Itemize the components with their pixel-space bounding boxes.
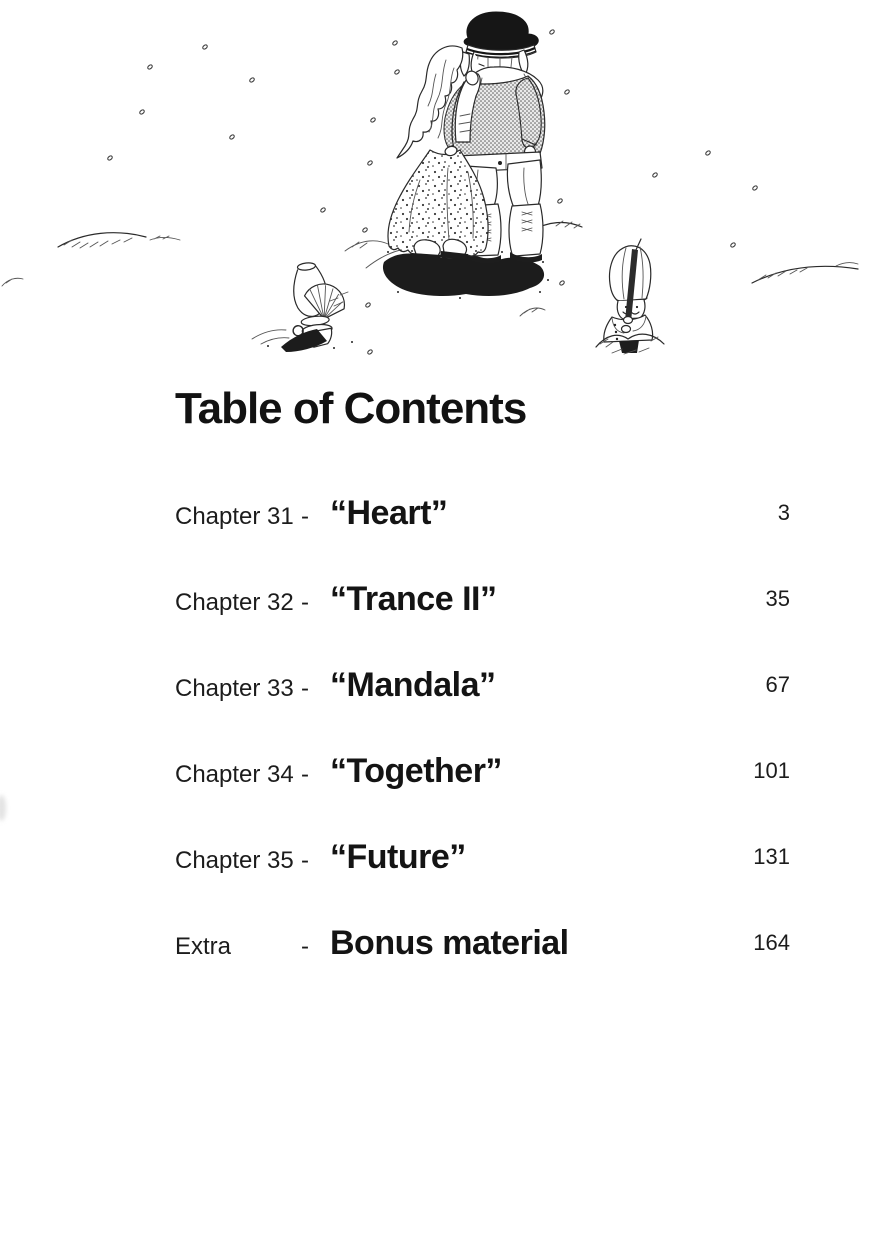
page-title: Table of Contents (175, 384, 527, 433)
chapter-label: Extra (175, 933, 232, 960)
boy-beret (464, 12, 538, 51)
chapter-title: Bonus material (330, 924, 569, 962)
toc-row-chapter-35 (175, 814, 790, 900)
soldier-boots (619, 340, 639, 353)
chapter-label: Chapter 35 (175, 847, 294, 874)
chapter-label: Chapter 31 (175, 503, 294, 530)
dash-separator: - (301, 761, 309, 788)
chapter-title: “Trance II” (330, 580, 497, 618)
chapter-label: Chapter 32 (175, 589, 294, 616)
chapter-title: “Heart” (330, 494, 448, 532)
chapter-label: Chapter 33 (175, 675, 294, 702)
dash-separator: - (301, 933, 309, 960)
dash-separator: - (301, 589, 309, 616)
page-number: 67 (765, 672, 790, 697)
toc-row-extra (175, 900, 790, 986)
dash-separator: - (301, 503, 309, 530)
toy-soldier (596, 239, 664, 354)
toc-list (175, 470, 790, 986)
chapter-title: “Together” (330, 752, 502, 790)
snowdrift-right (752, 263, 858, 283)
chapter-title: “Mandala” (330, 666, 496, 704)
page-number: 131 (753, 844, 790, 869)
page-number: 3 (777, 500, 790, 525)
page-number: 101 (753, 758, 790, 783)
snow-scene-illustration (0, 0, 870, 372)
page-number: 35 (765, 586, 790, 611)
chapter-label: Chapter 34 (175, 761, 294, 788)
toc-row-chapter-31 (175, 470, 790, 556)
snowdrift-left (2, 233, 180, 286)
dash-separator: - (301, 675, 309, 702)
scan-edge-artifact (0, 795, 6, 821)
page-number: 164 (753, 930, 790, 955)
toc-row-chapter-34 (175, 728, 790, 814)
dash-separator: - (301, 847, 309, 874)
chapter-title: “Future” (330, 838, 466, 876)
oil-lamp (252, 259, 353, 352)
toc-row-chapter-32 (175, 556, 790, 642)
toc-row-chapter-33 (175, 642, 790, 728)
